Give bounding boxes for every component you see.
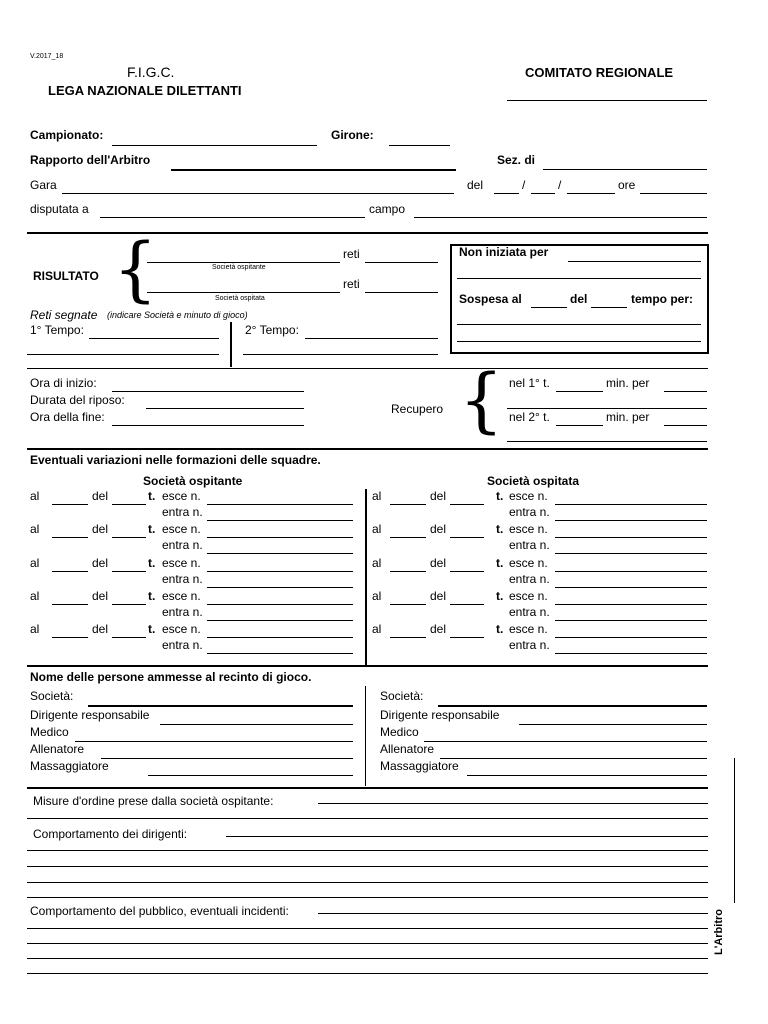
home-massaggiatore-field[interactable] [148,775,353,776]
end-time-field[interactable] [112,425,304,426]
home-sub-t-label: t. [148,489,156,503]
home-sub-del-label: del [92,522,109,536]
sezione-label: Sez. di [497,153,536,167]
home-sub-minute-field[interactable] [52,571,88,572]
start-time-field[interactable] [112,391,304,392]
home-sub-out-label: esce n. [162,589,201,603]
home-sub-out-label: esce n. [162,522,201,536]
away-massaggiatore-field[interactable] [467,775,707,776]
first-half-label: 1° Tempo: [30,323,84,337]
campo-field[interactable] [414,217,707,218]
date-year-field[interactable] [567,193,615,194]
away-sub-al-label: al [372,522,382,536]
league-name: LEGA NAZIONALE DILETTANTI [48,83,242,98]
date-slash-1: / [522,178,526,192]
rest-duration-field[interactable] [146,408,304,409]
campo-label: campo [369,202,406,216]
substitutions-title: Eventuali variazioni nelle formazioni delle squadre. [30,453,321,467]
committee-title: COMITATO REGIONALE [525,65,674,80]
home-sub-t-label: t. [148,589,156,603]
away-societa-field[interactable] [438,705,707,707]
home-societa-field[interactable] [88,705,353,707]
away-goals-label: reti [343,277,360,291]
away-massaggiatore-label: Massaggiatore [380,759,459,773]
misure-field-2[interactable] [27,818,708,819]
home-sub-out-label: esce n. [162,622,201,636]
home-sub-minute-field[interactable] [52,537,88,538]
first-half-field-2[interactable] [27,354,219,355]
home-sub-out-field[interactable] [207,637,353,638]
home-sub-del-label: del [92,489,109,503]
away-allenatore-field[interactable] [440,758,707,759]
home-team-field[interactable] [147,262,340,263]
away-sub-minute-field[interactable] [390,637,426,638]
away-sub-al-label: al [372,622,382,636]
suspended-reason-label: tempo per: [631,292,694,306]
away-sub-del-label: del [430,589,447,603]
away-sub-t-label: t. [496,622,504,636]
away-sub-half-field[interactable] [450,604,484,605]
away-sub-minute-field[interactable] [390,604,426,605]
home-sub-t-label: t. [148,556,156,570]
home-subs-title: Società ospitante [143,474,243,488]
away-sub-in-label: entra n. [509,505,550,519]
away-sub-del-label: del [430,622,447,636]
home-societa-label: Società: [30,689,74,703]
recovery-label: Recupero [391,402,444,416]
away-sub-t-label: t. [496,556,504,570]
away-sub-t-label: t. [496,589,504,603]
home-sub-in-field[interactable] [207,587,353,588]
home-goals-field[interactable] [365,262,438,263]
away-sub-in-label: entra n. [509,638,550,652]
home-sub-al-label: al [30,489,40,503]
date-slash-2: / [558,178,562,192]
not-started-field[interactable] [568,261,701,262]
home-sub-out-label: esce n. [162,556,201,570]
subs-divider [365,489,367,665]
pubblico-field-3[interactable] [27,943,708,944]
away-sub-out-label: esce n. [509,489,548,503]
dirigenti-field[interactable] [226,836,708,837]
away-sub-half-field[interactable] [450,504,484,505]
location-field[interactable] [100,217,365,218]
recovery-second-reason[interactable] [664,425,707,426]
away-sub-in-field[interactable] [555,520,707,521]
home-sub-al-label: al [30,622,40,636]
home-sub-in-field[interactable] [207,620,353,621]
away-societa-label: Società: [380,689,424,703]
home-sub-in-field[interactable] [207,653,353,654]
home-sub-t-label: t. [148,622,156,636]
away-sub-del-label: del [430,522,447,536]
home-sub-out-field[interactable] [207,571,353,572]
arbitro-field[interactable] [171,169,456,171]
home-dirigente-label: Dirigente responsabile [30,708,150,722]
signature-label: L'Arbitro [713,909,725,955]
home-sub-in-label: entra n. [162,638,203,652]
committee-field[interactable] [507,100,707,101]
date-month-field[interactable] [531,193,555,194]
home-allenatore-field[interactable] [101,758,353,759]
away-sub-in-field[interactable] [555,587,707,588]
dirigenti-field-3[interactable] [27,866,708,867]
section-divider [27,368,708,369]
home-sub-half-field[interactable] [112,637,146,638]
sezione-field[interactable] [543,169,707,170]
recovery-first-label: nel 1° t. [509,376,550,390]
date-day-field[interactable] [494,193,519,194]
goals-label: Reti segnate [30,308,98,322]
second-half-field[interactable] [305,338,438,339]
pubblico-field-4[interactable] [27,958,708,959]
away-sub-al-label: al [372,556,382,570]
dirigenti-field-2[interactable] [27,850,708,851]
home-medico-field[interactable] [75,741,353,742]
home-sub-minute-field[interactable] [52,504,88,505]
home-sub-in-label: entra n. [162,605,203,619]
date-label: del [467,178,484,192]
away-team-caption: Società ospitata [215,295,265,302]
version-code: V.2017_18 [30,53,64,60]
home-sub-out-field[interactable] [207,604,353,605]
away-sub-in-field[interactable] [555,653,707,654]
second-half-field-2[interactable] [243,354,438,355]
away-medico-field[interactable] [424,741,707,742]
suspended-label: Sospesa al [459,292,522,306]
away-sub-del-label: del [430,489,447,503]
girone-label: Girone: [331,128,374,142]
away-sub-half-field[interactable] [450,637,484,638]
away-allenatore-label: Allenatore [380,742,435,756]
away-sub-t-label: t. [496,522,504,536]
away-sub-out-field[interactable] [555,504,707,505]
not-started-field-2[interactable] [457,278,701,279]
halves-divider [230,322,232,367]
misure-field[interactable] [318,803,708,804]
campionato-field[interactable] [112,145,317,146]
home-sub-del-label: del [92,556,109,570]
start-time-label: Ora di inizio: [30,376,97,390]
away-sub-out-label: esce n. [509,589,548,603]
recovery-first-minutes[interactable] [556,391,603,392]
away-sub-out-label: esce n. [509,522,548,536]
section-divider [27,665,708,667]
home-medico-label: Medico [30,725,69,739]
end-time-label: Ora della fine: [30,410,105,424]
home-sub-del-label: del [92,589,109,603]
away-sub-al-label: al [372,589,382,603]
home-sub-half-field[interactable] [112,571,146,572]
home-dirigente-field[interactable] [160,724,353,725]
recovery-first-per: min. per [606,376,650,390]
dirigenti-field-4[interactable] [27,882,708,883]
away-goals-field[interactable] [365,292,438,293]
home-team-caption: Società ospitante [212,264,266,271]
away-sub-out-field[interactable] [555,537,707,538]
home-sub-out-field[interactable] [207,537,353,538]
away-sub-minute-field[interactable] [390,504,426,505]
dirigenti-field-5[interactable] [27,897,708,898]
section-divider [27,448,708,450]
away-sub-in-label: entra n. [509,605,550,619]
home-sub-minute-field[interactable] [52,604,88,605]
away-sub-half-field[interactable] [450,571,484,572]
home-sub-half-field[interactable] [112,604,146,605]
home-sub-in-field[interactable] [207,520,353,521]
recovery-second-per: min. per [606,410,650,424]
home-sub-in-label: entra n. [162,505,203,519]
away-sub-in-label: entra n. [509,572,550,586]
home-sub-out-label: esce n. [162,489,201,503]
home-sub-out-field[interactable] [207,504,353,505]
dirigenti-label: Comportamento dei dirigenti: [33,827,188,841]
signature-field[interactable] [734,758,735,903]
misure-label: Misure d'ordine prese dalla società ospitante: [33,794,274,808]
home-sub-t-label: t. [148,522,156,536]
away-sub-t-label: t. [496,489,504,503]
not-started-label: Non iniziata per [459,245,549,259]
home-sub-minute-field[interactable] [52,637,88,638]
home-sub-al-label: al [30,589,40,603]
away-sub-out-label: esce n. [509,622,548,636]
recovery-second-reason-2[interactable] [507,441,707,442]
away-sub-out-field[interactable] [555,571,707,572]
recovery-first-reason-2[interactable] [507,408,707,409]
pubblico-field[interactable] [318,913,708,914]
suspended-half-field[interactable] [591,307,627,308]
away-sub-minute-field[interactable] [390,571,426,572]
girone-field[interactable] [389,145,450,146]
away-team-field[interactable] [147,292,340,293]
pubblico-label: Comportamento del pubblico, eventuali incidenti: [30,904,289,918]
recovery-brace: { [459,359,504,441]
gara-label: Gara [30,178,57,192]
suspended-reason-field-2[interactable] [457,341,701,342]
goals-note: (indicare Società e minuto di gioco) [107,310,248,320]
away-sub-out-field[interactable] [555,637,707,638]
home-sub-in-label: entra n. [162,538,203,552]
result-brace: { [113,228,158,310]
home-sub-half-field[interactable] [112,504,146,505]
away-medico-label: Medico [380,725,419,739]
home-sub-al-label: al [30,522,40,536]
time-field[interactable] [640,193,707,194]
org-name: F.I.G.C. [127,64,175,80]
away-sub-half-field[interactable] [450,537,484,538]
home-sub-half-field[interactable] [112,537,146,538]
home-sub-in-field[interactable] [207,553,353,554]
first-half-field[interactable] [89,338,219,339]
gara-field[interactable] [62,193,454,194]
away-dirigente-field[interactable] [519,724,707,725]
suspended-minute-field[interactable] [531,307,567,308]
recovery-first-reason[interactable] [664,391,707,392]
second-half-label: 2° Tempo: [245,323,299,337]
away-subs-title: Società ospitata [487,474,580,488]
result-title: RISULTATO [33,269,99,283]
suspended-reason-field[interactable] [457,324,701,325]
pubblico-field-2[interactable] [27,928,708,929]
away-sub-al-label: al [372,489,382,503]
rest-duration-label: Durata del riposo: [30,393,125,407]
away-sub-in-field[interactable] [555,553,707,554]
time-label: ore [618,178,636,192]
home-goals-label: reti [343,247,360,261]
away-sub-in-field[interactable] [555,620,707,621]
home-sub-al-label: al [30,556,40,570]
away-sub-minute-field[interactable] [390,537,426,538]
suspended-del-label: del [570,292,588,306]
home-sub-in-label: entra n. [162,572,203,586]
section-divider [27,787,708,789]
recovery-second-minutes[interactable] [556,425,603,426]
pubblico-field-5[interactable] [27,973,708,974]
away-dirigente-label: Dirigente responsabile [380,708,500,722]
away-sub-del-label: del [430,556,447,570]
disputata-label: disputata a [30,202,89,216]
recovery-second-label: nel 2° t. [509,410,550,424]
home-sub-del-label: del [92,622,109,636]
persons-divider [365,686,366,786]
away-sub-in-label: entra n. [509,538,550,552]
persons-title: Nome delle persone ammesse al recinto di gioco. [30,670,312,684]
rapporto-label: Rapporto dell'Arbitro [30,153,151,167]
away-sub-out-label: esce n. [509,556,548,570]
campionato-label: Campionato: [30,128,104,142]
home-massaggiatore-label: Massaggiatore [30,759,109,773]
away-sub-out-field[interactable] [555,604,707,605]
home-allenatore-label: Allenatore [30,742,85,756]
